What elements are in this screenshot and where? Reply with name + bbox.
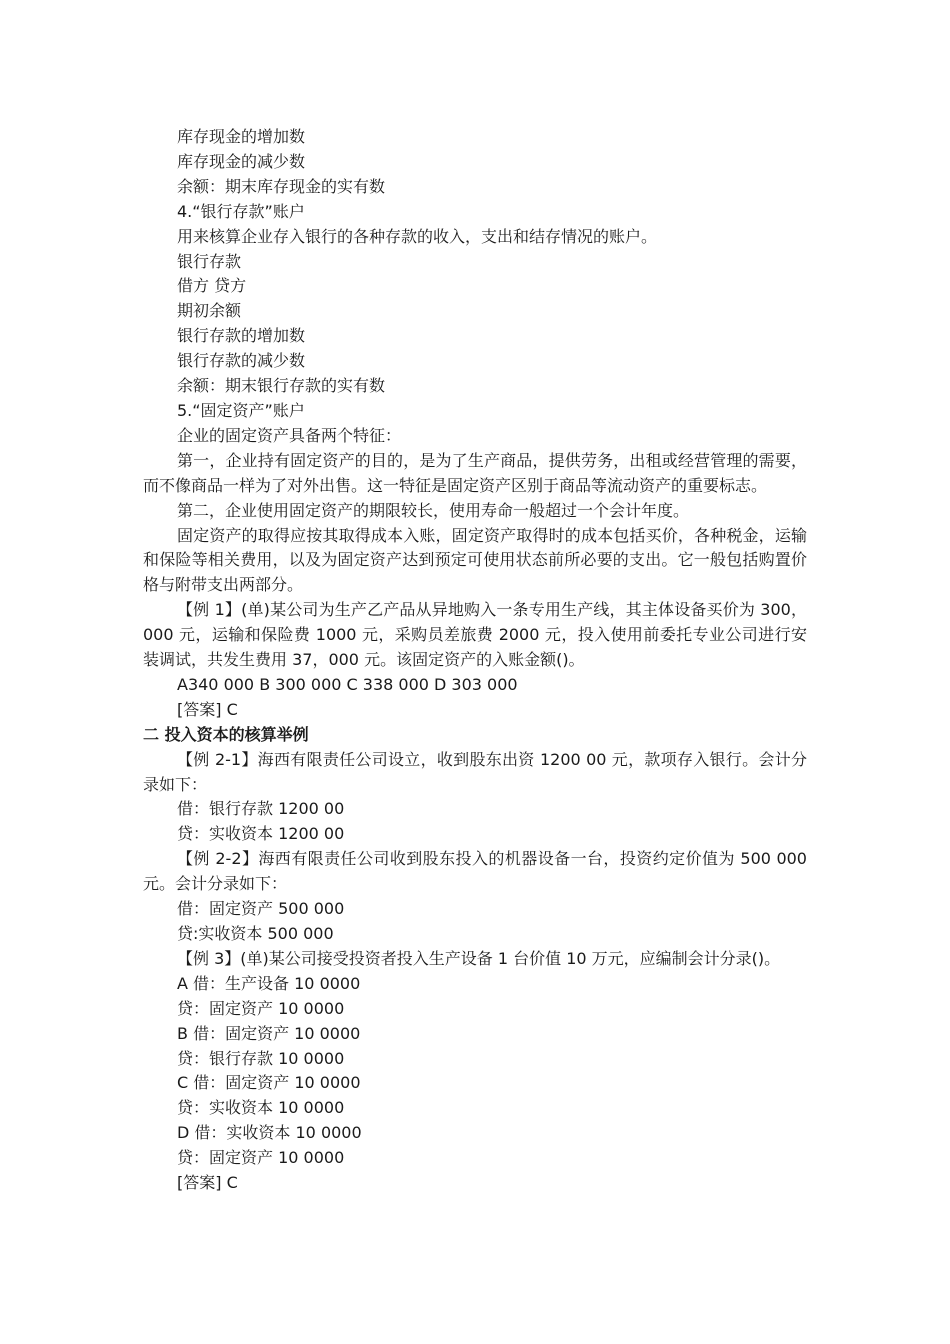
paragraph: 贷：固定资产 10 0000 <box>177 1148 345 1168</box>
paragraph: 银行存款的减少数 <box>177 351 306 371</box>
paragraph: [答案] C <box>177 699 238 719</box>
paragraph: 第二，企业使用固定资产的期限较长，使用寿命一般超过一个会计年度。 <box>177 500 690 520</box>
paragraph: D 借：实收资本 10 0000 <box>177 1123 362 1143</box>
paragraph: 余额：期末库存现金的实有数 <box>177 176 386 196</box>
document-body <box>143 125 807 1196</box>
paragraph: [答案] C <box>177 1173 238 1193</box>
paragraph: 【例 3】(单)某公司接受投资者投入生产设备 1 台价值 10 万元，应编制会计分录()。 <box>177 948 781 968</box>
paragraph: 固定资产的取得应按其取得成本入账，固定资产取得时的成本包括买价，各种税金，运输和保险等相关费用，以及为固定资产达到预定可使用状态前所必要的支出。它一般包括购置价格与附带支出两部分。 <box>143 525 807 595</box>
section-heading: 二 投入资本的核算举例 <box>143 724 309 744</box>
paragraph: 企业的固定资产具备两个特征： <box>177 425 402 445</box>
paragraph: 【例 2-1】海西有限责任公司设立，收到股东出资 1200 00 元，款项存入银行。会计分录如下： <box>143 749 807 794</box>
paragraph: 贷：实收资本 10 0000 <box>177 1098 345 1118</box>
paragraph: 贷：固定资产 10 0000 <box>177 998 345 1018</box>
paragraph: 【例 1】(单)某公司为生产乙产品从异地购入一条专用生产线，其主体设备买价为 300，000 元，运输和保险费 1000 元，采购员差旅费 2000 元，投入使用前委托专业公司进行安装调试，共发生费用 37，000 元。该固定资产的入账金额()。 <box>143 600 807 670</box>
paragraph: 期初余额 <box>177 301 242 321</box>
paragraph: B 借：固定资产 10 0000 <box>177 1023 361 1043</box>
paragraph: C 借：固定资产 10 0000 <box>177 1073 361 1093</box>
paragraph: 第一，企业持有固定资产的目的，是为了生产商品，提供劳务，出租或经营管理的需要，而不像商品一样为了对外出售。这一特征是固定资产区别于商品等流动资产的重要标志。 <box>143 450 807 495</box>
paragraph: 借：银行存款 1200 00 <box>177 799 345 819</box>
paragraph: 用来核算企业存入银行的各种存款的收入，支出和结存情况的账户。 <box>177 226 658 246</box>
paragraph: 5.“固定资产”账户 <box>177 400 305 420</box>
paragraph: 借：固定资产 500 000 <box>177 899 345 919</box>
paragraph: 贷：实收资本 1200 00 <box>177 824 345 844</box>
paragraph: 库存现金的减少数 <box>177 151 306 171</box>
paragraph: A 借：生产设备 10 0000 <box>177 973 361 993</box>
paragraph: 4.“银行存款”账户 <box>177 201 305 221</box>
paragraph: 库存现金的增加数 <box>177 127 306 146</box>
paragraph: 银行存款 <box>177 251 242 271</box>
paragraph: 银行存款的增加数 <box>177 326 306 346</box>
paragraph: 贷：银行存款 10 0000 <box>177 1048 345 1068</box>
paragraph: 余额：期末银行存款的实有数 <box>177 376 386 396</box>
paragraph: 贷:实收资本 500 000 <box>177 924 334 943</box>
paragraph: 【例 2-2】海西有限责任公司收到股东投入的机器设备一台，投资约定价值为 500 000 元。会计分录如下： <box>143 849 807 894</box>
paragraph: A340 000 B 300 000 C 338 000 D 303 000 <box>177 674 518 694</box>
paragraph: 借方 贷方 <box>177 276 247 296</box>
